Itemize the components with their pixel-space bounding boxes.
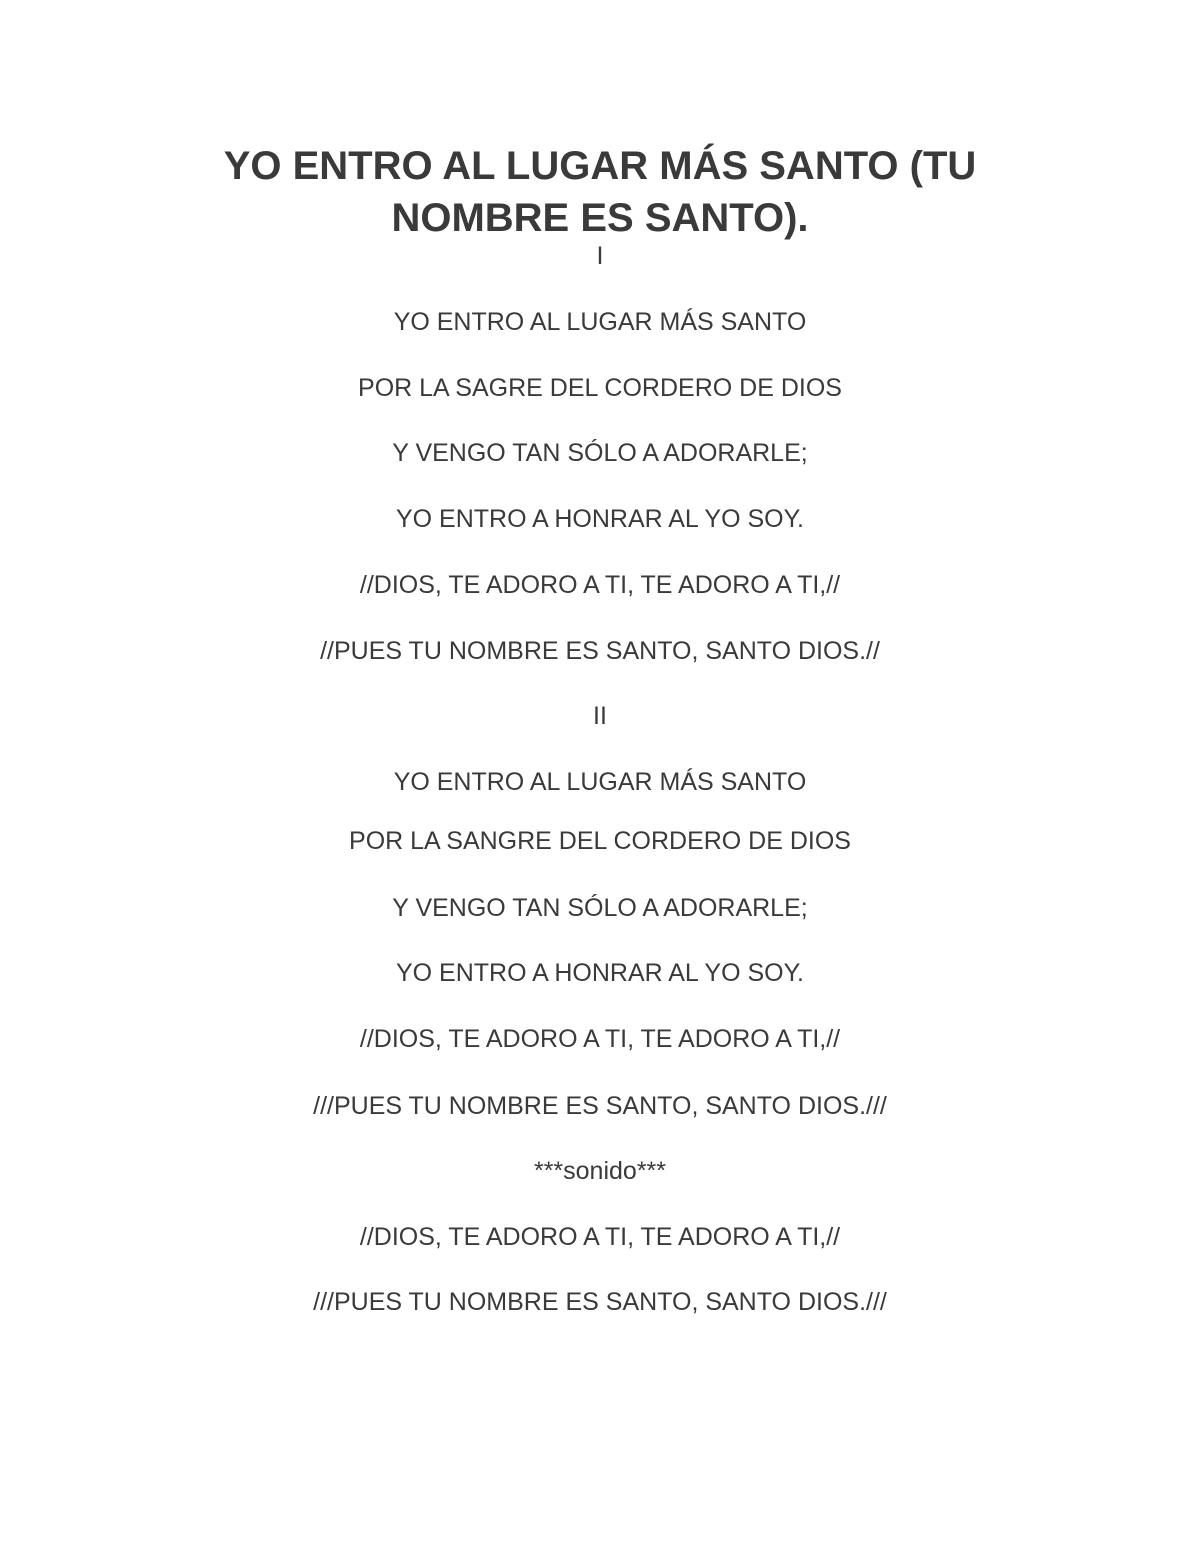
verse-2-chorus-line-1: //DIOS, TE ADORO A TI, TE ADORO A TI,// — [359, 1025, 841, 1053]
coda-line-2: ///PUES TU NOMBRE ES SANTO, SANTO DIOS./// — [313, 1288, 887, 1316]
verse-1-line-2: POR LA SAGRE DEL CORDERO DE DIOS — [358, 374, 842, 402]
verse-2-chorus-line-2: ///PUES TU NOMBRE ES SANTO, SANTO DIOS./// — [313, 1092, 887, 1120]
verse-1-line-1: YO ENTRO AL LUGAR MÁS SANTO — [393, 308, 807, 336]
verse-2-line-3: Y VENGO TAN SÓLO A ADORARLE; — [392, 894, 808, 922]
verse-1-line-4: YO ENTRO A HONRAR AL YO SOY. — [395, 505, 804, 533]
verse-2-line-1: YO ENTRO AL LUGAR MÁS SANTO — [393, 768, 807, 796]
verse-1-line-3: Y VENGO TAN SÓLO A ADORARLE; — [392, 439, 808, 467]
verse-1-numeral: I — [596, 242, 604, 270]
verse-2-numeral: II — [593, 702, 607, 730]
verse-1-chorus-line-1: //DIOS, TE ADORO A TI, TE ADORO A TI,// — [359, 571, 841, 599]
interlude-note: ***sonido*** — [533, 1157, 667, 1185]
verse-1-chorus-line-2: //PUES TU NOMBRE ES SANTO, SANTO DIOS.// — [320, 637, 880, 665]
verse-2-line-4: YO ENTRO A HONRAR AL YO SOY. — [395, 959, 804, 987]
coda-line-1: //DIOS, TE ADORO A TI, TE ADORO A TI,// — [359, 1223, 841, 1251]
verse-2-line-2: POR LA SANGRE DEL CORDERO DE DIOS — [349, 827, 851, 855]
song-title: YO ENTRO AL LUGAR MÁS SANTO (TU NOMBRE ES SANTO). — [223, 144, 977, 240]
